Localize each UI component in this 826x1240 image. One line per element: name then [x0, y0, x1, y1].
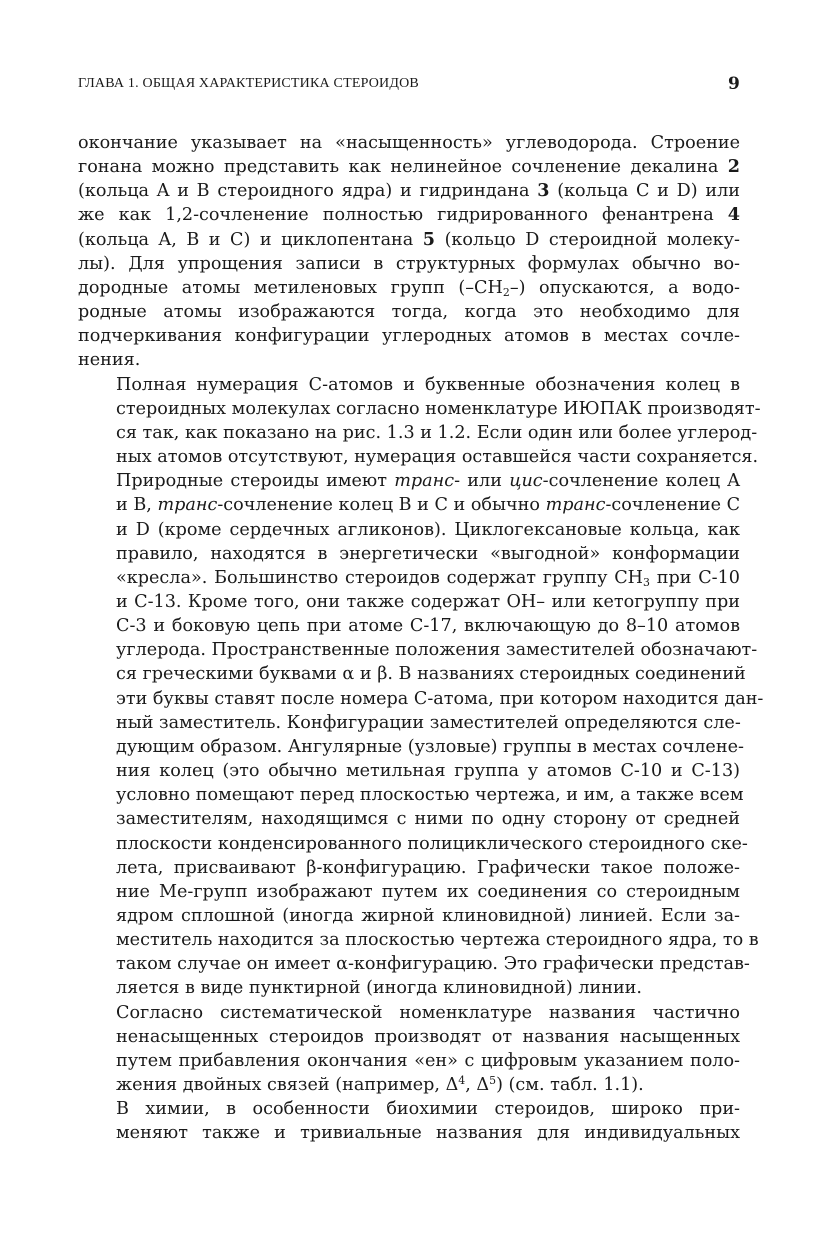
text-line: условно помещают перед плоскостью чертежа, и им, а также всем [116, 785, 744, 806]
text-line: лета, присваивают β-конфигурацию. Графически такое положе- [116, 857, 740, 878]
text-line: эти буквы ставят после номера C-атома, при котором находится дан- [116, 688, 764, 709]
text-line: и B, транс-сочленение колец B и C и обычно транс-сочленение C [116, 495, 741, 516]
text-line: и D (кроме сердечных агликонов). Циклогексановые кольца, как [116, 519, 740, 540]
text-line: плоскости конденсированного полициклического стероидного ске- [116, 833, 748, 854]
text-line: родные атомы изображаются тогда, когда это необходимо для [78, 302, 740, 323]
text-line: меститель находится за плоскостью чертежа стероидного ядра, то в [116, 930, 759, 951]
text-line: ся так, как показано на рис. 1.3 и 1.2. Если один или более углерод- [116, 422, 758, 443]
text-line: подчеркивания конфигурации углеродных атомов в местах сочле- [78, 326, 740, 347]
text-line: «кресла». Большинство стероидов содержат группу $CH_3$ при C-10 [116, 567, 741, 590]
text-line: нения. [78, 350, 141, 371]
paragraph [78, 1001, 740, 1098]
text-line: лы). Для упрощения записи в структурных формулах обычно во- [78, 253, 740, 274]
text-line: углерода. Пространственные положения заместителей обозначают- [116, 640, 758, 661]
text-line: ный заместитель. Конфигурации заместителей определяются сле- [116, 712, 741, 733]
running-head [78, 76, 740, 96]
text-line: жения двойных связей (например, $\Delta^4$, $\Delta^5$) (см. табл. 1.1). [116, 1074, 644, 1096]
paragraph [78, 1097, 740, 1145]
text-line: дующим образом. Ангулярные (узловые) группы в местах сочлене- [116, 736, 744, 757]
chapter-title: ГЛАВА 1. ОБЩАЯ ХАРАКТЕРИСТИКА СТЕРОИДОВ [78, 76, 419, 91]
text-line: ненасыщенных стероидов производят от названия насыщенных [116, 1026, 740, 1047]
text-line: же как 1,2-сочленение полностью гидрированного фенантрена 4 [78, 204, 740, 226]
text-line: гонана можно представить как нелинейное сочленение декалина 2 [78, 156, 740, 178]
text-line: правило, находятся в энергетически «выгодной» конформации [116, 543, 740, 564]
body-text [78, 131, 764, 1146]
text-line: ние Me-групп изображают путем их соединения со стероидным [116, 881, 740, 902]
text-line: меняют также и тривиальные названия для индивидуальных [116, 1123, 740, 1144]
text-line: заместителям, находящимся с ними по одну сторону от средней [116, 809, 740, 830]
text-line: В химии, в особенности биохимии стероидов, широко при- [116, 1099, 740, 1120]
text-line: окончание указывает на «насыщенность» углеводорода. Строение [78, 133, 740, 153]
text-line: Природные стероиды имеют транс- или цис-сочленение колец A [116, 471, 740, 492]
text-line: ядром сплошной (иногда жирной клиновидной) линией. Если за- [116, 906, 740, 926]
text-line: ляется в виде пунктирной (иногда клиновидной) линии. [116, 978, 642, 999]
text-line: (кольца A и B стероидного ядра) и гидриндана 3 (кольца C и D) или [78, 180, 740, 202]
text-line: стероидных молекулах согласно номенклатуре ИЮПАК производят- [116, 398, 761, 419]
page-number: 9 [727, 74, 740, 94]
text-line: (кольца A, B и C) и циклопентана 5 (кольцо D стероидной молеку- [78, 228, 740, 250]
paragraph [78, 469, 764, 1000]
paragraph [78, 373, 761, 470]
text-line: ных атомов отсутствуют, нумерация оставшейся части сохраняется. [116, 447, 759, 468]
text-line: путем прибавления окончания «ен» с цифровым указанием поло- [116, 1050, 740, 1071]
text-line: Полная нумерация C-атомов и буквенные обозначения колец в [116, 374, 740, 395]
text-line: ния колец (это обычно метильная группа у атомов C-10 и C-13) [116, 761, 740, 782]
text-line: таком случае он имеет α-конфигурацию. Это графически представ- [116, 954, 750, 975]
paragraph [78, 131, 740, 373]
text-line: C-3 и боковую цепь при атоме C-17, включающую до 8–10 атомов [116, 616, 740, 637]
text-line: Согласно систематической номенклатуре названия частично [116, 1002, 740, 1023]
text-line: дородные атомы метиленовых групп $(-CH_2-)$ опускаются, а водо- [78, 277, 741, 300]
text-line: ся греческими буквами α и β. В названиях стероидных соединений [116, 664, 746, 685]
text-line: и C-13. Кроме того, они также содержат OH– или кетогруппу при [116, 591, 740, 612]
